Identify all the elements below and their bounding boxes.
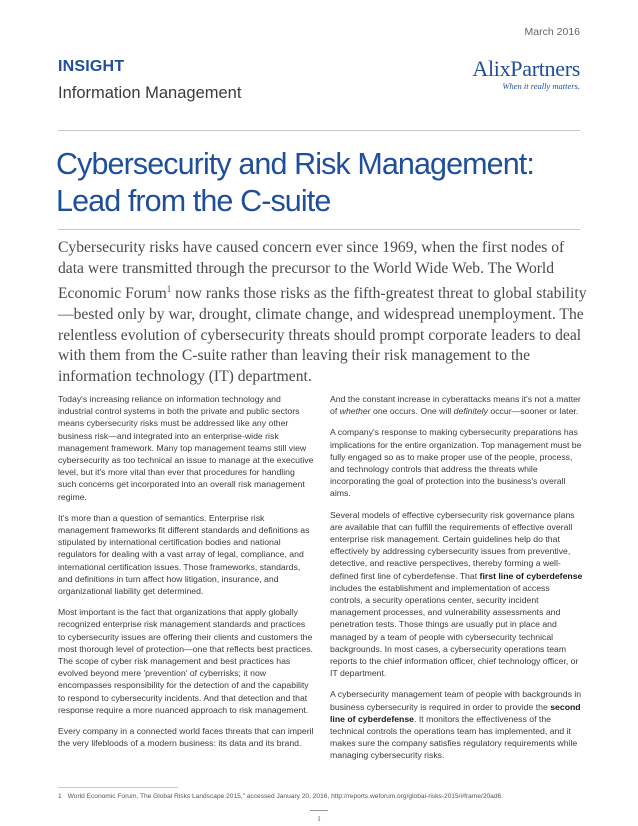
footnote-text: World Economic Forum, The Global Risks Landscape 2015," accessed January 20, 2016, http://reports.weforum.org/global-risks-2015/#frame/20ad6. [67,793,503,800]
title-divider [58,229,580,230]
text-run: A cybersecurity management team of people with backgrounds in business cybersecurity is required in order to provide the [330,689,582,712]
emphasis-text: definitely [453,406,488,417]
section-subtitle: Information Management [58,84,242,102]
emphasis-text: whether [339,406,371,417]
publication-date: March 2016 [524,26,580,38]
body-paragraph: It's more than a question of semantics. Enterprise risk management frameworks fit different standards and definitions as stipulated by international certification bodies and national regulators for dealing with a vast array of legal, compliance, and international certification issues. Those frameworks, standards, and definitions in turn affect how litigation, insurance, and organizational liability get determined. [58,512,310,597]
bold-term: first line of cyberdefense [479,570,583,581]
footnote-divider [58,787,178,788]
body-paragraph: Every company in a connected world faces threats that can imperil the very lifebloods of a modern business: its data and its brand. [58,726,314,749]
body-paragraph: Today's increasing reliance on information technology and industrial control systems in both the private and public sectors means cybersecurity risks must be addressed like any other business risk—and integrated into an enterprise-wide risk management framework. Many top management teams still view cybersecurity as too technical an issue to manage at the executive level, but it's more vital than ever that procedures for handling such concerns get incorporated into an overall risk management regime. [58,394,314,502]
footnote-ref: 1 [166,284,172,295]
text-run: Several models of effective cybersecurity risk governance plans are available that can fulfill the requirements of effective overall enterprise risk management. Certain guidelines help do that effectively by addressing cybersecurity issues from preventive, detective, and reactive perspectives, thereby forming a well-defined first line of cyberdefense. That [330,509,575,581]
text-run: occur—sooner or later. [487,406,579,417]
body-paragraph [330,688,584,761]
document-title: Cybersecurity and Risk Management: Lead from the C-suite [56,147,534,218]
lede-text-2: now ranks those risks as the fifth-greatest threat to global stability—bested only by war, drought, climate change, and widespread unemployment. The relentless evolution of cybersecurity threats should prompt corporate leaders to deal with them from the C-suite rather than leaving their risk management to the information technology (IT) department. [58,285,587,385]
footnote-number: 1 [58,793,62,800]
text-run: And the constant increase in cyberattacks means it's not a matter of [330,394,581,417]
lede-text-1: Cybersecurity risks have caused concern ever since 1969, when the first nodes of data were transmitted through the precursor to the World Wide Web. The World Economic Forum [58,239,565,303]
header-divider [58,130,580,131]
text-run: one occurs. One will [370,406,454,417]
text-run: includes the establishment and implementation of access controls, a security operations center, security incident management processes, and vulnerability assessments and penetration tests. Those things are usually put in place and managed by a team of people with cybersecurity technical backgrounds. In most cases, a cybersecurity operations team reports to the chief information officer, chief technology officer, or IT department. [330,582,579,679]
page-number-rule [310,810,328,811]
body-paragraph: Most important is the fact that organizations that apply globally recognized enterprise risk management standards and practices to cybersecurity issues are offering their clients and customers the most thorough level of protection—one that reflects best practices. The scope of cyber risk management and best practices has evolved beyond mere 'prevention' of cyberrisks; it now encompasses responsibility for the detection of and the capability to respond to cybersecurity incidents. And that detection and that response require a more nuanced approach to risk management. [58,607,313,715]
logo-name: AlixPartners [472,56,580,81]
text-run: . It monitors the effectiveness of the technical controls the operations team has implemented, and it makes sure the company satisfies regulatory requirements while managing cybersecurity risks. [330,713,578,761]
section-label: INSIGHT [58,58,125,75]
company-logo [472,58,580,91]
left-column [58,393,314,758]
body-paragraph: A company's response to making cybersecurity preparations has implications for the entire organization. Top management must be fully engaged so as to make proper use of the people, process, and technology controls that address the threats while incorporating the goal of protection into the business's overall aims. [330,427,582,499]
logo-tagline: When it really matters. [502,81,580,91]
lede-paragraph [58,238,588,387]
body-paragraph [330,393,584,417]
right-column [330,393,584,771]
bold-term: second line of cyberdefense [330,701,581,724]
body-paragraph [330,509,584,680]
footnote [58,793,588,800]
page-number: 1 [317,814,321,823]
